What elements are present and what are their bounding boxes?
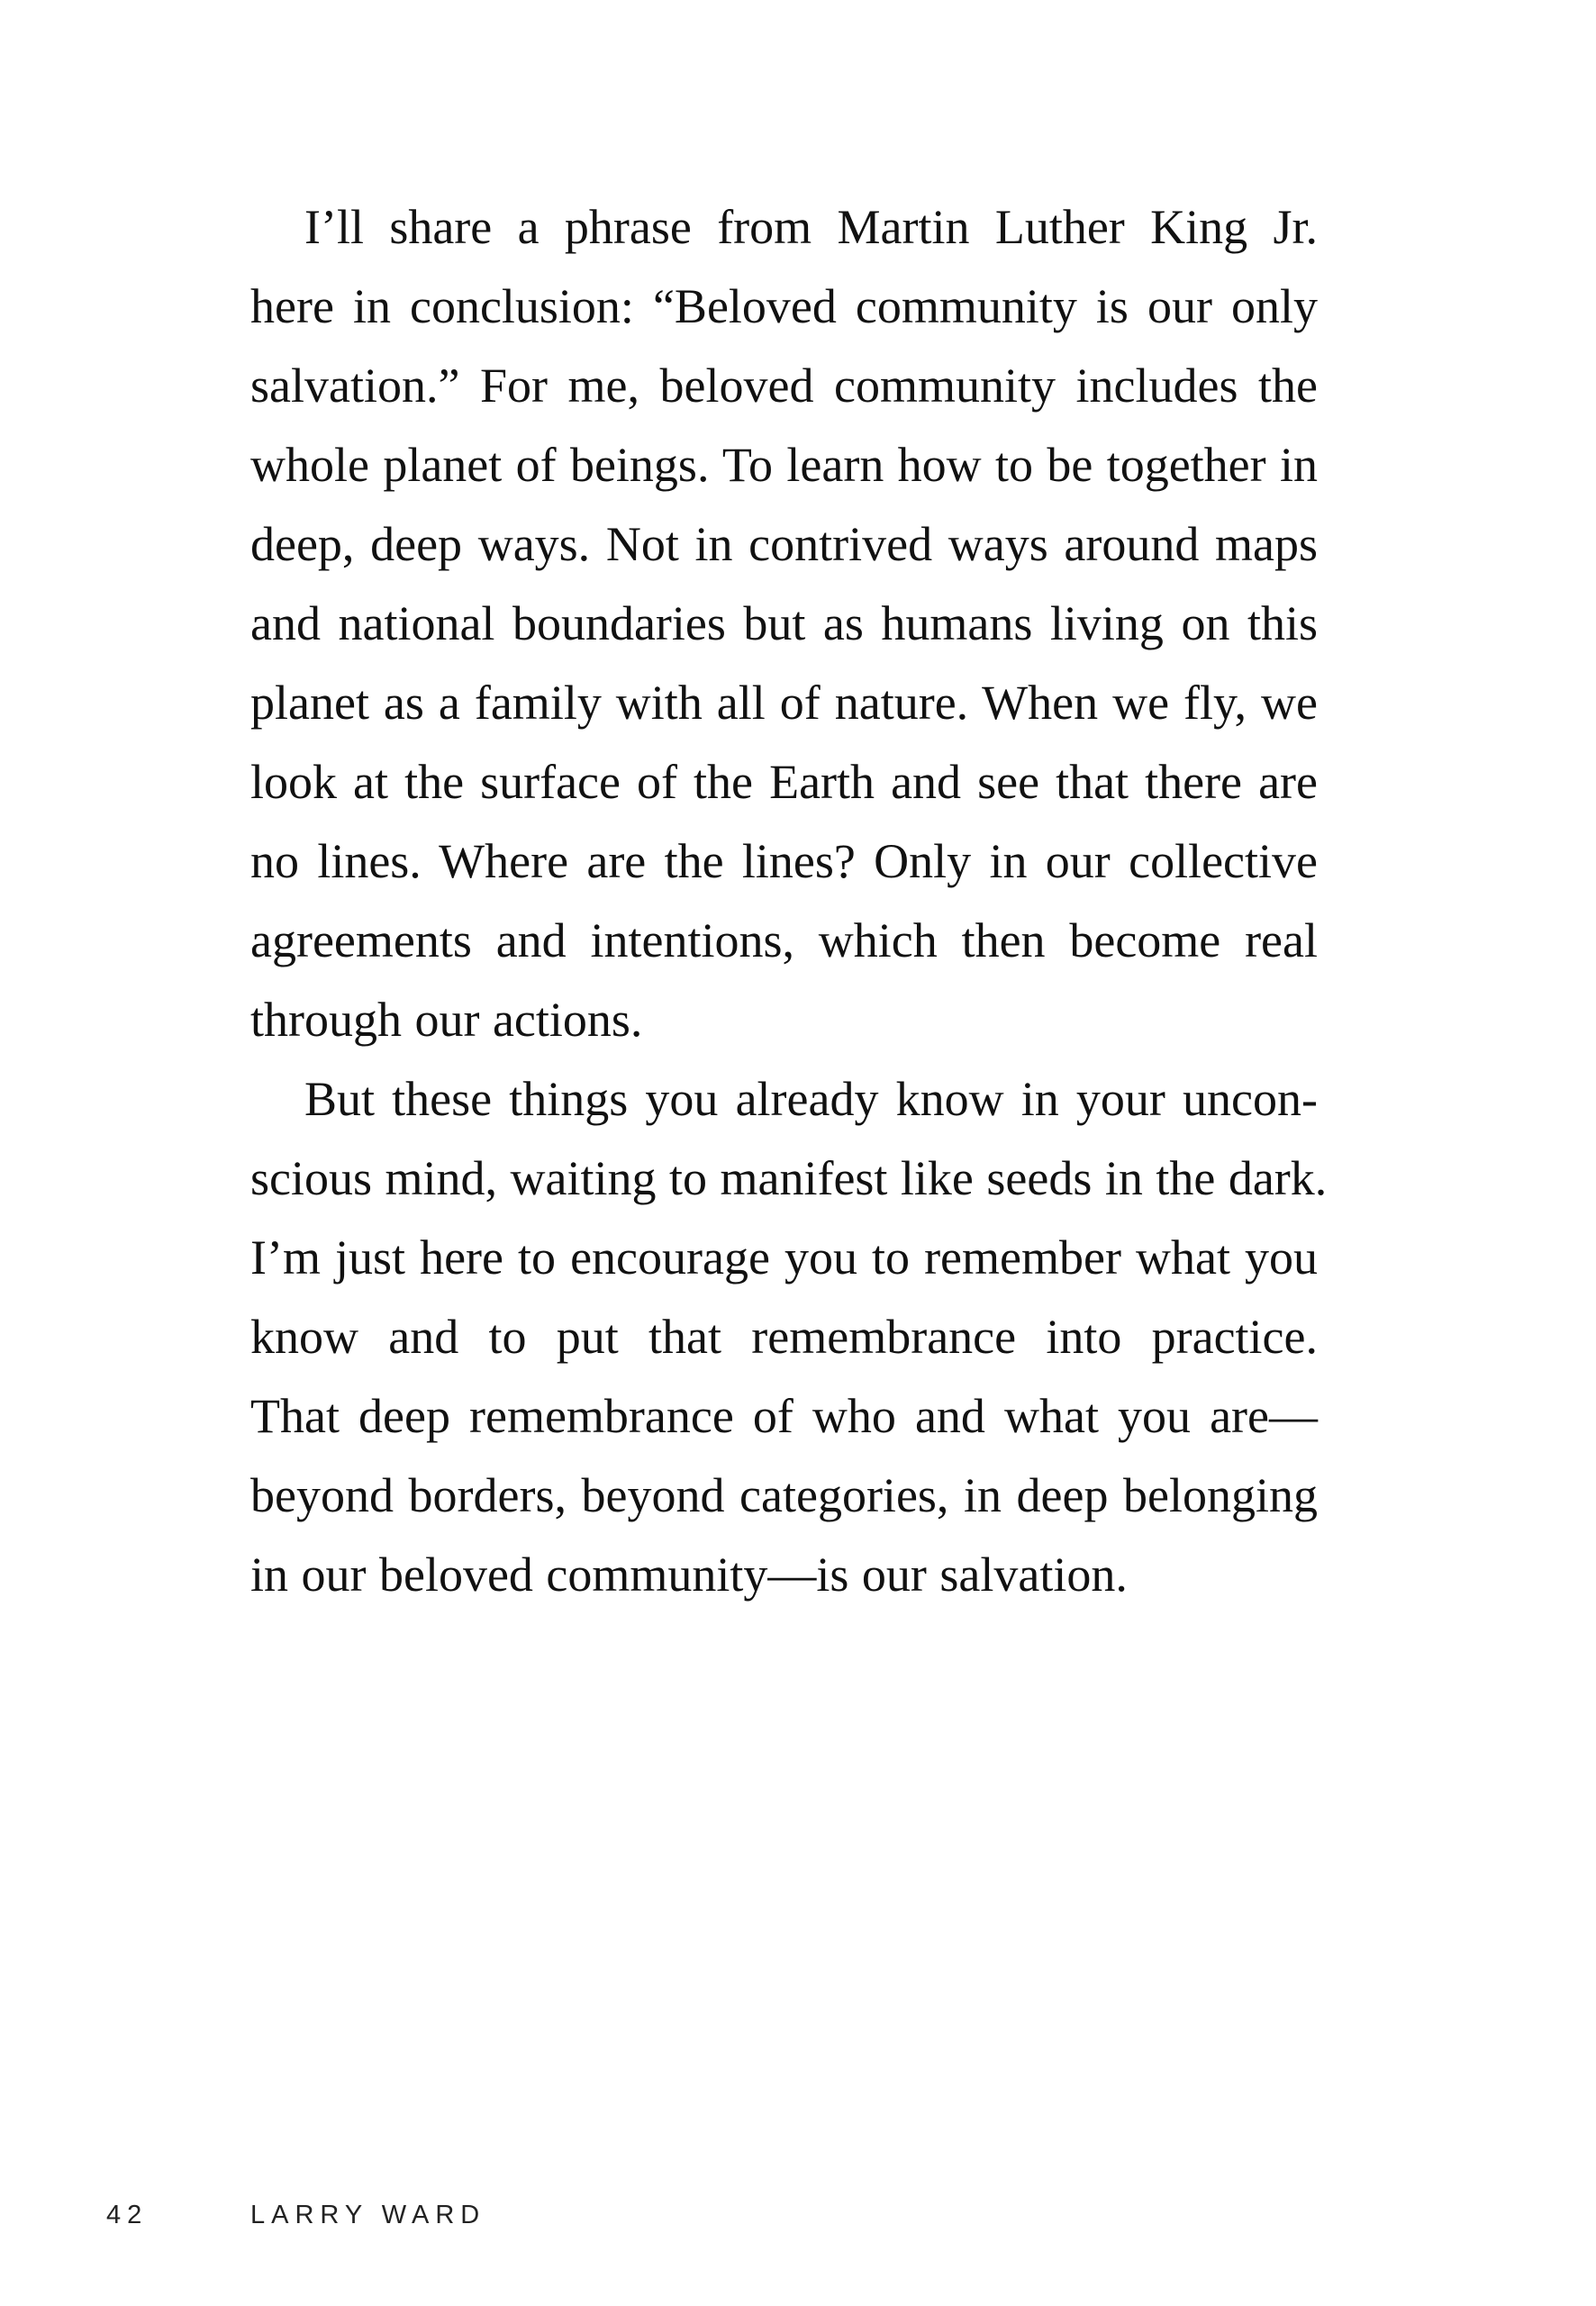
text-line: look at the surface of the Earth and see that there are	[250, 755, 1318, 809]
page-number: 42	[106, 2201, 149, 2229]
text-line: planet as a family with all of nature. When we fly, we	[250, 676, 1318, 730]
text-line: I’ll share a phrase from Martin Luther King Jr.	[304, 200, 1318, 254]
text-line: through our actions.	[250, 993, 643, 1047]
text-line: scious mind, waiting to manifest like seeds in the dark.	[250, 1151, 1328, 1205]
text-line: But these things you already know in your uncon-	[304, 1072, 1318, 1126]
text-line: beyond borders, beyond categories, in deep belonging	[250, 1468, 1318, 1522]
text-line: and national boundaries but as humans living on this	[250, 596, 1318, 650]
text-line: deep, deep ways. Not in contrived ways around maps	[250, 517, 1318, 571]
paragraph-1	[250, 187, 1318, 1059]
text-line: whole planet of beings. To learn how to be together in	[250, 438, 1318, 492]
text-line: agreements and intentions, which then become real	[250, 913, 1318, 967]
paragraph-2	[250, 1059, 1328, 1614]
running-head-author: LARRY WARD	[250, 2201, 486, 2229]
text-line: I’m just here to encourage you to remember what you	[250, 1230, 1318, 1285]
text-line: here in conclusion: “Beloved community is our only	[250, 279, 1318, 333]
text-line: in our beloved community—is our salvation.	[250, 1548, 1128, 1602]
text-line: no lines. Where are the lines? Only in our collective	[250, 834, 1318, 888]
text-line: That deep remembrance of who and what you are—	[250, 1389, 1318, 1443]
text-line: salvation.” For me, beloved community includes the	[250, 359, 1318, 413]
body-text	[250, 187, 1328, 1614]
text-line: know and to put that remembrance into practice.	[250, 1310, 1318, 1364]
page-footer	[0, 2201, 1596, 2237]
